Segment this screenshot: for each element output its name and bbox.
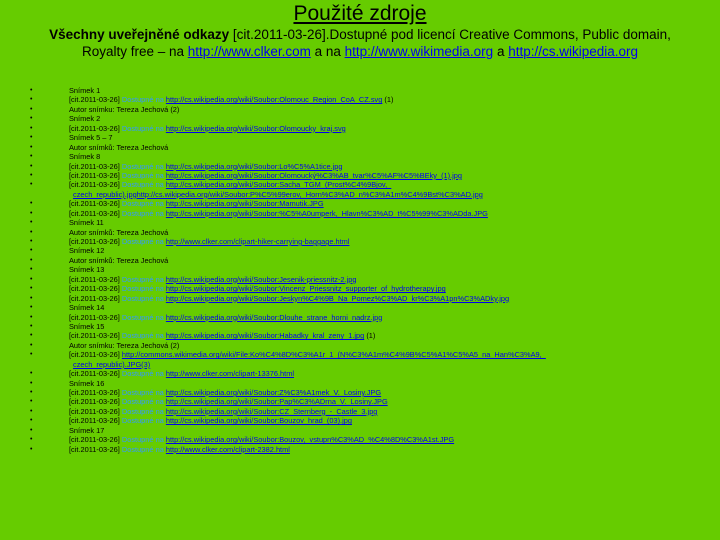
citation-date: [cit.2011-03-26] [69, 180, 120, 190]
list-item [30, 379, 710, 388]
retrieved-label: Dostupné na [121, 388, 164, 398]
source-link[interactable]: http://cs.wikipedia.org/wiki/Soubor:Sacha_TGM_(Prost%C4%9Bjov,_ [165, 180, 392, 190]
list-item [30, 397, 710, 406]
citation-date: [cit.2011-03-26] [69, 123, 120, 133]
retrieved-label: Dostupné na [121, 416, 164, 426]
item-text: Autor snímků: Tereza Jechová [69, 227, 169, 237]
citation-date: [cit.2011-03-26] [69, 397, 120, 407]
citation-date: [cit.2011-03-26] [69, 170, 120, 180]
retrieved-label: Dostupné na [121, 180, 164, 190]
citation-date: [cit.2011-03-26] [69, 161, 120, 171]
list-item [30, 369, 710, 378]
source-link[interactable]: http://cs.wikipedia.org/wiki/Soubor:CZ_Sternberg_-_Castle_3.jpg [165, 406, 378, 416]
list-item [30, 294, 710, 303]
list-item [30, 86, 710, 95]
citation-date: [cit.2011-03-26] [69, 416, 120, 426]
wikimedia-link[interactable]: http://www.wikimedia.org [344, 44, 494, 59]
item-text: Snímek 15 [69, 321, 105, 331]
source-link[interactable]: http://commons.wikimedia.org/wiki/File:Ko%C4%8D%C3%A1r_1_(N%C3%A1m%C4%9B%C5%A1%C5%A5_na_Han%C3%A9,_ [121, 350, 546, 360]
list-item [30, 180, 710, 199]
source-link[interactable]: http://www.clker.com/clipart-13376.html [165, 369, 295, 379]
item-text: Autor snímků: Tereza Jechová [69, 142, 169, 152]
retrieved-label: Dostupné na [121, 406, 164, 416]
retrieved-label: Dostupné na [121, 435, 164, 445]
source-link[interactable]: http://cs.wikipedia.org/wiki/Soubor:%C5%A0umperk,_Hlavn%C3%AD_t%C5%99%C3%ADda.JPG [165, 208, 488, 218]
list-item [30, 322, 710, 331]
source-link[interactable]: http://www.clker.com/clipart-2382.html [165, 444, 290, 454]
clker-link[interactable]: http://www.clker.com [187, 44, 311, 59]
citation-date: [cit.2011-03-26] [69, 444, 120, 454]
page-title: Použité zdroje [293, 2, 427, 25]
retrieved-label: Dostupné na [121, 199, 164, 209]
list-item [30, 228, 710, 237]
item-text: Autor snímku: Tereza Jechová (2) [69, 104, 180, 114]
subtitle-text: a [493, 44, 509, 59]
list-item [30, 237, 710, 246]
list-item [30, 218, 710, 227]
source-link[interactable]: http://cs.wikipedia.org/wiki/Soubor:Jeskyn%C4%9B_Na_Pomez%C3%AD_kr%C3%A1pn%C3%ADky.jpg [165, 293, 510, 303]
list-item [30, 124, 710, 133]
source-link[interactable]: http://cs.wikipedia.org/wiki/Soubor:Bouzov,_vstupn%C3%AD_%C4%8D%C3%A1st.JPG [165, 435, 455, 445]
citation-date: [cit.2011-03-26] [69, 350, 120, 360]
list-item [30, 388, 710, 397]
retrieved-label: Dostupné na [121, 208, 164, 218]
citation-date: [cit.2011-03-26] [69, 331, 120, 341]
source-link[interactable]: http://cs.wikipedia.org/wiki/Soubor:Lo%C5%A1tice.jpg [165, 161, 343, 171]
retrieved-label: Dostupné na [121, 397, 164, 407]
list-item [30, 256, 710, 265]
source-link[interactable]: http://cs.wikipedia.org/wiki/Soubor:Z%C3%A1mek_V._Losiny.JPG [165, 388, 382, 398]
wikipedia-link[interactable]: http://cs.wikipedia.org [508, 44, 639, 59]
item-text: Snímek 1 [69, 86, 101, 95]
list-item [30, 152, 710, 161]
list-item [30, 143, 710, 152]
retrieved-label: Dostupné na [121, 369, 164, 379]
citation-date: [cit.2011-03-26] [69, 284, 120, 294]
item-text: Snímek 11 [69, 218, 104, 228]
retrieved-label: Dostupné na [121, 274, 164, 284]
item-suffix: (1) [382, 95, 394, 105]
list-item [30, 209, 710, 218]
subtitle [40, 26, 680, 60]
citation-date: [cit.2011-03-26] [69, 388, 120, 398]
source-link[interactable]: http://cs.wikipedia.org/wiki/Soubor:Jesenik-priessnitz-2.jpg [165, 274, 357, 284]
list-item [30, 133, 710, 142]
retrieved-label: Dostupné na [121, 293, 164, 303]
source-link-continued[interactable]: czech_republic).jpghttp://cs.wikipedia.org/wiki/Soubor:P%C5%99erov,_Horn%C3%AD_n%C3%A1m%C4%9Bst%C3%AD.jpg [73, 189, 483, 199]
item-suffix: (1) [364, 331, 376, 341]
citation-date: [cit.2011-03-26] [69, 369, 120, 379]
citation-date: [cit.2011-03-26] [69, 312, 120, 322]
source-link[interactable]: http://cs.wikipedia.org/wiki/Soubor:Pap%C3%ADrna_V._Losiny.JPG [165, 397, 388, 407]
list-item [30, 303, 710, 312]
source-link[interactable]: http://www.clker.com/clipart-hiker-carrying-baggage.html [165, 237, 350, 247]
source-link[interactable]: http://cs.wikipedia.org/wiki/Soubor:Bouzov_hrad_(03).jpg [165, 416, 352, 426]
retrieved-label: Dostupné na [121, 312, 164, 322]
list-item [30, 105, 710, 114]
citation-date: [cit.2011-03-26] [69, 293, 120, 303]
list-item [30, 341, 710, 350]
citation-date: [cit.2011-03-26] [69, 237, 120, 247]
citation-date: [cit.2011-03-26] [69, 406, 120, 416]
list-item [30, 246, 710, 255]
item-text: Snímek 2 [69, 114, 101, 124]
subtitle-bold: Všechny uveřejněné odkazy [49, 27, 230, 42]
item-text: Autor snímků: Tereza Jechová [69, 255, 169, 265]
list-item [30, 114, 710, 123]
citation-date: [cit.2011-03-26] [69, 274, 120, 284]
source-link-continued[interactable]: czech_republic).JPG(3) [73, 359, 151, 369]
list-item [30, 435, 710, 444]
item-text: Snímek 12 [69, 246, 105, 256]
source-link[interactable]: http://cs.wikipedia.org/wiki/Soubor:Mamutik.JPG [165, 199, 324, 209]
list-item [30, 199, 710, 208]
item-text: Autor snímku: Tereza Jechová (2) [69, 340, 180, 350]
item-text: Snímek 16 [69, 378, 105, 388]
retrieved-label: Dostupné na [121, 95, 164, 105]
reference-list [30, 86, 710, 454]
list-item [30, 331, 710, 340]
retrieved-label: Dostupné na [121, 284, 164, 294]
retrieved-label: Dostupné na [121, 237, 164, 247]
item-text: Snímek 5 – 7 [69, 133, 113, 143]
retrieved-label: Dostupné na [121, 161, 164, 171]
citation-date: [cit.2011-03-26] [69, 208, 120, 218]
subtitle-text: a na [310, 44, 345, 59]
retrieved-label: Dostupné na [121, 331, 164, 341]
source-link[interactable]: http://cs.wikipedia.org/wiki/Soubor:Dlouhe_strane_horni_nadrz.jpg [165, 312, 383, 322]
list-item [30, 95, 710, 104]
item-text: Snímek 8 [69, 152, 101, 162]
item-text: Snímek 13 [69, 265, 105, 275]
item-text: Snímek 17 [69, 425, 105, 435]
list-item [30, 284, 710, 293]
retrieved-label: Dostupné na [121, 444, 164, 454]
citation-date: [cit.2011-03-26] [69, 199, 120, 209]
source-link[interactable]: http://cs.wikipedia.org/wiki/Soubor:Olomoucky_kraj.svg [165, 123, 346, 133]
citation-date: [cit.2011-03-26] [69, 95, 120, 105]
source-link[interactable]: http://cs.wikipedia.org/wiki/Soubor:Habadky_kral_zeny_1.jpg [165, 331, 365, 341]
list-item [30, 407, 710, 416]
list-item [30, 416, 710, 425]
source-link[interactable]: http://cs.wikipedia.org/wiki/Soubor:Olomoucký%C3%AB_tvar%C5%AF%C5%BEky_(1).jpg [165, 170, 463, 180]
list-item [30, 350, 710, 369]
list-item [30, 445, 710, 454]
list-item [30, 265, 710, 274]
citation-date: [cit.2011-03-26] [69, 435, 120, 445]
retrieved-label: Dostupné na [121, 123, 164, 133]
list-item [30, 171, 710, 180]
retrieved-label: Dostupné na [121, 170, 164, 180]
list-item [30, 275, 710, 284]
list-item [30, 313, 710, 322]
subtitle-text: [cit.2011-03-26].Dostupné pod licencí Creative Commons, Public domain, Royalty free – na [81, 27, 671, 59]
list-item [30, 162, 710, 171]
source-link[interactable]: http://cs.wikipedia.org/wiki/Soubor:Olomouc_Region_CoA_CZ.svg [165, 95, 383, 105]
source-link[interactable]: http://cs.wikipedia.org/wiki/Soubor:Vincenz_Priessnitz_supporter_of_hydrotherapy.jpg [165, 284, 446, 294]
item-text: Snímek 14 [69, 303, 105, 313]
list-item [30, 426, 710, 435]
